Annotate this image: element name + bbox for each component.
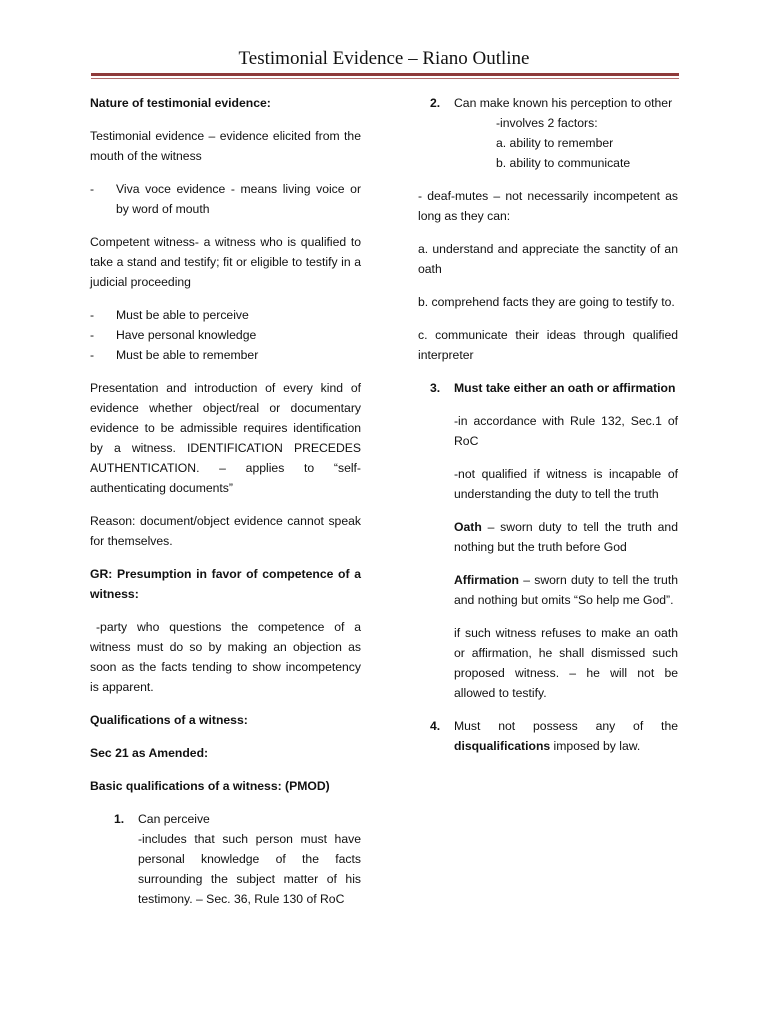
page-title: Testimonial Evidence – Riano Outline bbox=[238, 48, 530, 69]
item-title: Must take either an oath or affirmation bbox=[454, 381, 676, 395]
item-text: -includes that such person must have personal knowledge of the facts surrounding the subject matter of his testimony. – Sec. 36, Rule 130 of RoC bbox=[138, 832, 361, 906]
basic-qualifications-heading: Basic qualifications of a witness: (PMOD) bbox=[90, 779, 330, 793]
reason-paragraph: Reason: document/object evidence cannot speak for themselves. bbox=[90, 514, 361, 548]
list-item-text: Have personal knowledge bbox=[116, 328, 257, 342]
gr-heading: GR: Presumption in favor of competence of a witness: bbox=[90, 567, 361, 601]
testimonial-definition: Testimonial evidence – evidence elicited from the mouth of the witness bbox=[90, 129, 361, 163]
item-number: 3. bbox=[430, 381, 441, 395]
list-item bbox=[90, 325, 361, 345]
nature-heading: Nature of testimonial evidence: bbox=[90, 96, 271, 110]
viva-voce-text: Viva voce evidence - means living voice or by word of mouth bbox=[116, 182, 361, 216]
item-number: 2. bbox=[430, 96, 441, 110]
oath-term: Oath bbox=[454, 520, 482, 534]
deaf-mutes-a: a. understand and appreciate the sanctity of an oath bbox=[418, 242, 678, 276]
bullet-dash: - bbox=[90, 348, 95, 362]
item-text-post: imposed by law. bbox=[550, 739, 641, 753]
title-rule-thick bbox=[91, 73, 679, 76]
item-title: Can make known his perception to other bbox=[454, 96, 673, 110]
item-text-bold: disqualifications bbox=[454, 739, 551, 753]
affirmation-paragraph bbox=[418, 570, 678, 610]
competent-list bbox=[90, 305, 361, 365]
not-qualified-paragraph: -not qualified if witness is incapable of understanding the duty to tell the truth bbox=[454, 467, 678, 501]
item-text-pre: Must not possess any of the bbox=[454, 719, 678, 733]
qualification-item-1 bbox=[90, 809, 361, 909]
factors-line: -involves 2 factors: bbox=[496, 116, 598, 130]
oath-paragraph bbox=[418, 517, 678, 557]
deaf-mutes-c: c. communicate their ideas through qualified interpreter bbox=[418, 328, 678, 362]
right-column bbox=[418, 93, 678, 756]
qualifications-heading: Qualifications of a witness: bbox=[90, 713, 248, 727]
list-item bbox=[90, 345, 361, 365]
gr-paragraph: -party who questions the competence of a witness must do so by making an objection as soon as the facts tending to show incompetency is apparent. bbox=[90, 620, 361, 694]
item-number: 4. bbox=[430, 719, 441, 733]
deaf-mutes-paragraph: - deaf-mutes – not necessarily incompetent as long as they can: bbox=[418, 189, 678, 223]
bullet-dash: - bbox=[90, 182, 95, 196]
rule-reference: -in accordance with Rule 132, Sec.1 of RoC bbox=[454, 414, 678, 448]
presentation-paragraph: Presentation and introduction of every kind of evidence whether object/real or documentary evidence to be admissible requires identification by a witness. IDENTIFICATION PRECEDES AUTHENTICATION. – applies to “self-authenticating documents” bbox=[90, 381, 361, 495]
list-item-text: Must be able to perceive bbox=[116, 308, 249, 322]
item-title: Can perceive bbox=[138, 812, 210, 826]
qualification-item-4 bbox=[418, 716, 678, 756]
affirmation-definition: – sworn duty to tell the truth and nothing but omits “So help me God”. bbox=[454, 573, 678, 607]
list-item-text: Must be able to remember bbox=[116, 348, 259, 362]
item-number: 1. bbox=[114, 812, 125, 826]
bullet-dash: - bbox=[90, 308, 95, 322]
title-rule-thin bbox=[91, 78, 679, 79]
sec21-heading: Sec 21 as Amended: bbox=[90, 746, 209, 760]
affirmation-term: Affirmation bbox=[454, 573, 519, 587]
competent-witness-definition: Competent witness- a witness who is qualified to take a stand and testify; fit or eligible to testify in a judicial proceeding bbox=[90, 235, 361, 289]
factor-a: a. ability to remember bbox=[496, 136, 614, 150]
qualification-item-2 bbox=[418, 93, 678, 173]
factor-b: b. ability to communicate bbox=[496, 156, 631, 170]
refusal-paragraph: if such witness refuses to make an oath or affirmation, he shall dismissed such proposed witness. – he will not be allowed to testify. bbox=[454, 626, 678, 700]
bullet-dash: - bbox=[90, 328, 95, 342]
list-item bbox=[90, 305, 361, 325]
qualification-item-3 bbox=[418, 378, 678, 398]
viva-voce-item bbox=[90, 179, 361, 219]
oath-definition: – sworn duty to tell the truth and nothing but the truth before God bbox=[454, 520, 678, 554]
left-column bbox=[90, 93, 361, 909]
deaf-mutes-b: b. comprehend facts they are going to testify to. bbox=[418, 295, 675, 309]
